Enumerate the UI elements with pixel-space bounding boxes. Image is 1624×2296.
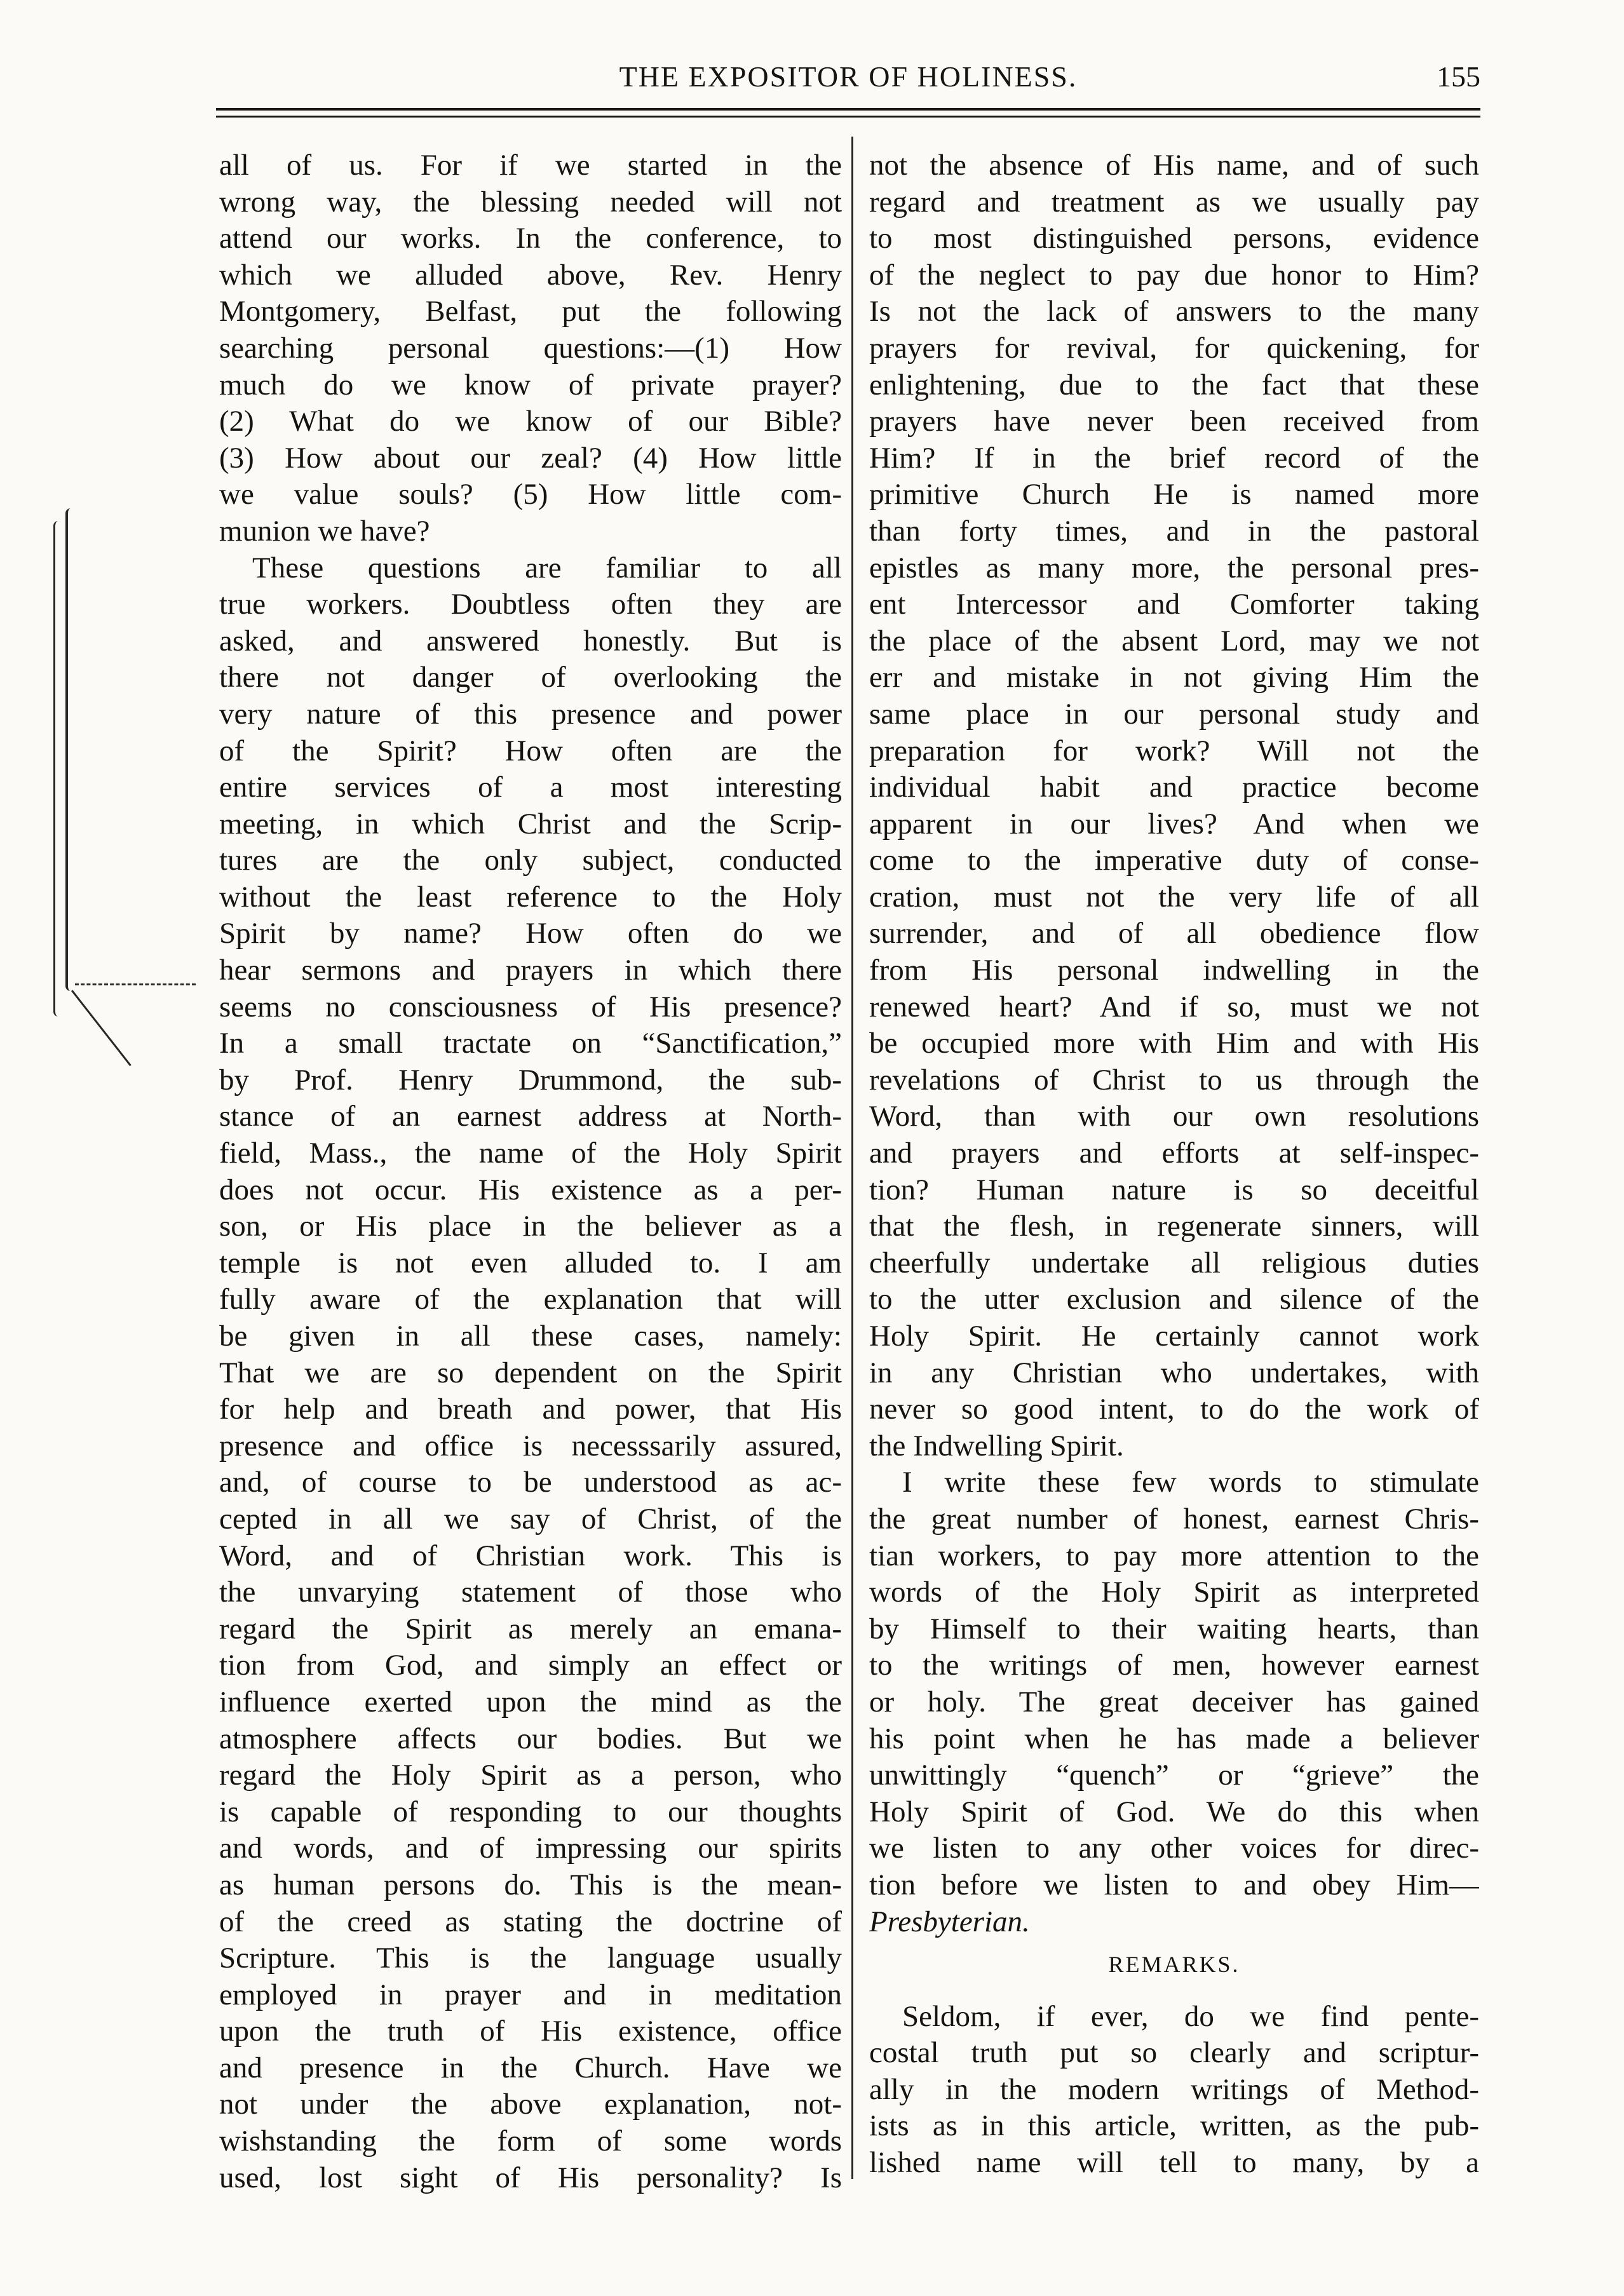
text-line: to the utter exclusion and silence of the <box>869 1283 1479 1316</box>
text-line: and words, and of impressing our spirits <box>219 1832 842 1865</box>
text-line: not under the above explanation, not- <box>219 2088 842 2121</box>
text-line: we listen to any other voices for direc- <box>869 1832 1479 1865</box>
text-line: from His personal indwelling in the <box>869 954 1479 987</box>
text-line: of the creed as stating the doctrine of <box>219 1905 842 1938</box>
running-header <box>216 56 1480 100</box>
text-line: presence and office is necesssarily assured, <box>219 1429 842 1462</box>
text-line: upon the truth of His existence, office <box>219 2015 842 2048</box>
text-line: much do we know of private prayer? <box>219 368 842 402</box>
text-line: surrender, and of all obedience flow <box>869 917 1479 950</box>
text-line: fully aware of the explanation that will <box>219 1283 842 1316</box>
text-line: Word, and of Christian work. This is <box>219 1539 842 1572</box>
text-line: Holy Spirit. He certainly cannot work <box>869 1320 1479 1353</box>
text-line: (3) How about our zeal? (4) How little <box>219 441 842 475</box>
text-line: tian workers, to pay more attention to the <box>869 1539 1479 1572</box>
text-line: revelations of Christ to us through the <box>869 1063 1479 1097</box>
text-line: tion before we listen to and obey Him— <box>869 1868 1479 1901</box>
text-line: apparent in our lives? And when we <box>869 807 1479 841</box>
text-line: never so good intent, to do the work of <box>869 1393 1479 1426</box>
text-line: In a small tractate on “Sanctification,” <box>219 1027 842 1060</box>
text-line: attend our works. In the conference, to <box>219 222 842 255</box>
running-title: THE EXPOSITOR OF HOLINESS. <box>619 60 1078 93</box>
text-line: is capable of responding to our thoughts <box>219 1795 842 1828</box>
text-line: same place in our personal study and <box>869 697 1479 731</box>
text-line: for help and breath and power, that His <box>219 1393 842 1426</box>
text-line: ent Intercessor and Comforter taking <box>869 588 1479 621</box>
margin-arrow-mark <box>75 983 196 987</box>
text-line: cration, must not the very life of all <box>869 880 1479 914</box>
text-line: of the neglect to pay due honor to Him? <box>869 258 1479 292</box>
text-line: and prayers and efforts at self-inspec- <box>869 1137 1479 1170</box>
header-rule-secondary <box>216 116 1480 118</box>
text-line: than forty times, and in the pastoral <box>869 514 1479 548</box>
text-line: lished name will tell to many, by a <box>869 2146 1479 2180</box>
text-line: I write these few words to stimulate <box>902 1466 1479 1499</box>
text-line: asked, and answered honestly. But is <box>219 624 842 658</box>
text-line: which we alluded above, Rev. Henry <box>219 258 842 292</box>
text-line: regard the Spirit as merely an emana- <box>219 1612 842 1645</box>
margin-bracket-mark <box>53 521 63 1016</box>
text-line: epistles as many more, the personal pres- <box>869 551 1479 584</box>
text-line: Scripture. This is the language usually <box>219 1941 842 1975</box>
text-line: wrong way, the blessing needed will not <box>219 185 842 219</box>
text-line: without the least reference to the Holy <box>219 880 842 914</box>
text-line: costal truth put so clearly and scriptur- <box>869 2036 1479 2070</box>
text-line: These questions are familiar to all <box>252 551 842 584</box>
text-line: by Himself to their waiting hearts, than <box>869 1612 1479 1645</box>
text-line: true workers. Doubtless often they are <box>219 588 842 621</box>
text-line: the unvarying statement of those who <box>219 1576 842 1609</box>
right-column <box>869 147 1479 2182</box>
text-line: as human persons do. This is the mean- <box>219 1868 842 1901</box>
text-line: wishstanding the form of some words <box>219 2124 842 2158</box>
margin-arrow-mark <box>71 989 132 1066</box>
text-line: cepted in all we say of Christ, of the <box>219 1502 842 1536</box>
text-line: words of the Holy Spirit as interpreted <box>869 1576 1479 1609</box>
remarks-heading: REMARKS. <box>1108 1952 1240 1978</box>
left-column <box>219 147 842 2196</box>
text-line: Word, than with our own resolutions <box>869 1100 1479 1133</box>
text-line: come to the imperative duty of conse- <box>869 844 1479 877</box>
text-line: regard and treatment as we usually pay <box>869 185 1479 219</box>
text-line: munion we have? <box>219 514 430 548</box>
text-line: that the flesh, in regenerate sinners, will <box>869 1210 1479 1243</box>
text-line: hear sermons and prayers in which there <box>219 954 842 987</box>
page-number: 155 <box>1437 60 1480 93</box>
text-line: cheerfully undertake all religious duties <box>869 1246 1479 1280</box>
text-line: seems no consciousness of His presence? <box>219 990 842 1023</box>
text-line: be given in all these cases, namely: <box>219 1320 842 1353</box>
text-line: Is not the lack of answers to the many <box>869 295 1479 328</box>
text-line: Holy Spirit of God. We do this when <box>869 1795 1479 1828</box>
text-line: in any Christian who undertakes, with <box>869 1356 1479 1389</box>
text-line: unwittingly “quench” or “grieve” the <box>869 1759 1479 1792</box>
text-line: prayers for revival, for quickening, for <box>869 331 1479 365</box>
source-attribution: Presbyterian. <box>869 1905 1030 1938</box>
text-line: atmosphere affects our bodies. But we <box>219 1722 842 1755</box>
text-line: his point when he has made a believer <box>869 1722 1479 1755</box>
column-divider <box>851 137 853 2179</box>
text-line: not the absence of His name, and of such <box>869 149 1479 182</box>
text-line: there not danger of overlooking the <box>219 661 842 694</box>
header-rule <box>216 108 1480 111</box>
text-line: preparation for work? Will not the <box>869 734 1479 767</box>
text-line: renewed heart? And if so, must we not <box>869 990 1479 1023</box>
text-line: tures are the only subject, conducted <box>219 844 842 877</box>
text-line: and presence in the Church. Have we <box>219 2051 842 2084</box>
text-line: That we are so dependent on the Spirit <box>219 1356 842 1389</box>
text-line: searching personal questions:—(1) How <box>219 331 842 365</box>
text-line: entire services of a most interesting <box>219 771 842 804</box>
text-line: to the writings of men, however earnest <box>869 1649 1479 1682</box>
text-line: of the Spirit? How often are the <box>219 734 842 767</box>
text-line: enlightening, due to the fact that these <box>869 368 1479 402</box>
text-line: the great number of honest, earnest Chris- <box>869 1502 1479 1536</box>
text-line: ally in the modern writings of Method- <box>869 2072 1479 2106</box>
text-line: Seldom, if ever, do we find pente- <box>902 1999 1479 2033</box>
text-line: regard the Holy Spirit as a person, who <box>219 1759 842 1792</box>
text-line: meeting, in which Christ and the Scrip- <box>219 807 842 841</box>
text-line: primitive Church He is named more <box>869 478 1479 511</box>
text-line: by Prof. Henry Drummond, the sub- <box>219 1063 842 1097</box>
text-line: stance of an earnest address at North- <box>219 1100 842 1133</box>
text-line: Spirit by name? How often do we <box>219 917 842 950</box>
text-line: field, Mass., the name of the Holy Spirit <box>219 1137 842 1170</box>
text-line: influence exerted upon the mind as the <box>219 1685 842 1719</box>
text-line: (2) What do we know of our Bible? <box>219 405 842 438</box>
text-line: son, or His place in the believer as a <box>219 1210 842 1243</box>
text-line: individual habit and practice become <box>869 771 1479 804</box>
text-line: all of us. For if we started in the <box>219 149 842 182</box>
text-line: Montgomery, Belfast, put the following <box>219 295 842 328</box>
text-line: does not occur. His existence as a per- <box>219 1173 842 1206</box>
text-line: prayers have never been received from <box>869 405 1479 438</box>
text-line: tion from God, and simply an effect or <box>219 1649 842 1682</box>
text-line: be occupied more with Him and with His <box>869 1027 1479 1060</box>
text-line: tion? Human nature is so deceitful <box>869 1173 1479 1206</box>
text-line: used, lost sight of His personality? Is <box>219 2161 842 2194</box>
text-line: Him? If in the brief record of the <box>869 441 1479 475</box>
text-line: ists as in this article, written, as the pub- <box>869 2109 1479 2143</box>
text-line: very nature of this presence and power <box>219 697 842 731</box>
text-line: the place of the absent Lord, may we not <box>869 624 1479 658</box>
text-line: and, of course to be understood as ac- <box>219 1466 842 1499</box>
text-line: err and mistake in not giving Him the <box>869 661 1479 694</box>
text-line: employed in prayer and in meditation <box>219 1978 842 2011</box>
text-line: the Indwelling Spirit. <box>869 1429 1124 1462</box>
text-line: or holy. The great deceiver has gained <box>869 1685 1479 1719</box>
text-line: we value souls? (5) How little com- <box>219 478 842 511</box>
text-line: to most distinguished persons, evidence <box>869 222 1479 255</box>
margin-bracket-mark <box>65 508 76 991</box>
text-line: temple is not even alluded to. I am <box>219 1246 842 1280</box>
